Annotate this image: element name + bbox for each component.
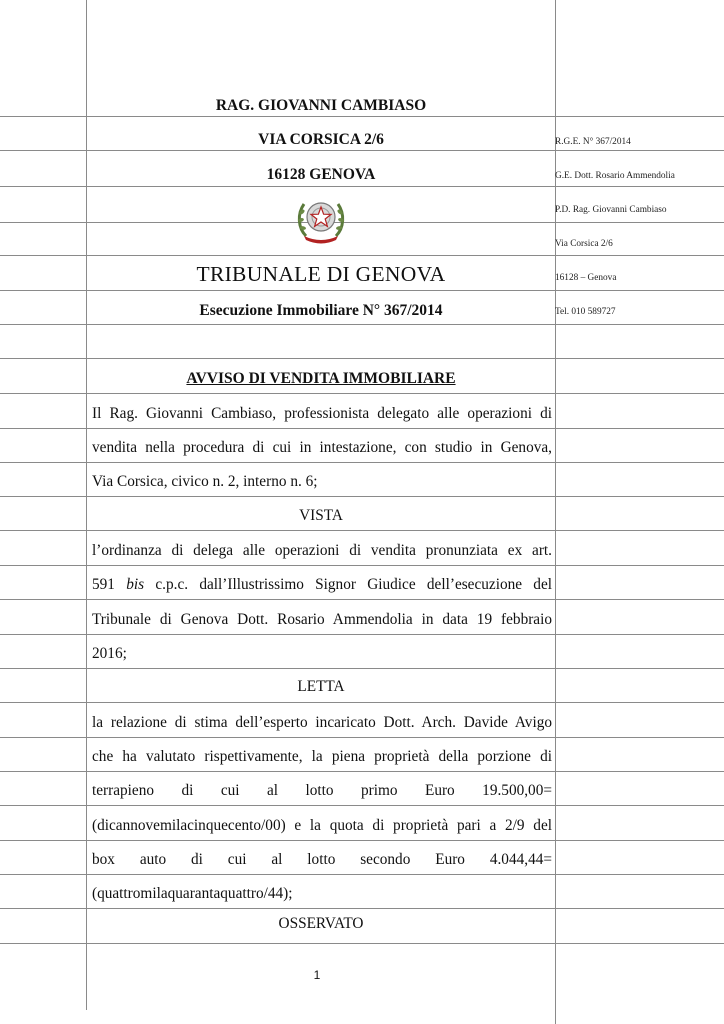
notice-title: AVVISO DI VENDITA IMMOBILIARE [186,370,456,387]
procedure-number: Esecuzione Immobiliare N° 367/2014 [199,302,443,319]
paragraph-line: (quattromilaquarantaquattro/44); [92,885,293,902]
paragraph-line: Tribunale di Genova Dott. Rosario Ammendolia in data 19 febbraio [92,611,552,628]
court-title: TRIBUNALE DI GENOVA [196,262,446,286]
rule-line [0,393,724,394]
rule-line [0,428,724,429]
paragraph-line: vendita nella procedura di cui in intestazione, con studio in Genova, [92,439,552,456]
paragraph-line: che ha valutato rispettivamente, la piena proprietà della porzione di [92,748,552,765]
article-number: 591 [92,576,115,593]
paragraph-line: (dicannovemilacinquecento/00) e la quota di proprietà pari a 2/9 del [92,817,552,834]
rule-line [0,222,724,223]
rule-line [0,874,724,875]
article-suffix: bis [126,576,145,593]
paragraph-line: terrapieno di cui al lotto primo Euro 19.500,00= [92,782,552,799]
rule-line [0,771,724,772]
page-number: 1 [313,968,321,982]
rule-line [0,530,724,531]
rule-line [0,186,724,187]
rule-line [0,599,724,600]
professional-address: VIA CORSICA 2/6 [258,131,384,148]
heading-osservato: OSSERVATO [278,915,364,932]
paragraph-line: box auto di cui al lotto secondo Euro 4.044,44= [92,851,552,868]
rule-line [0,116,724,117]
rule-line [0,290,724,291]
rule-line [0,324,724,325]
rule-line [0,668,724,669]
rule-line [0,702,724,703]
left-margin-line [86,0,87,1010]
paragraph-text: c.p.c. dall’Illustrissimo Signor Giudice dell’esecuzione del [155,576,552,593]
rule-line [0,805,724,806]
italian-republic-emblem-icon [294,192,348,246]
rule-line [0,634,724,635]
rule-line [0,565,724,566]
professional-city: 16128 GENOVA [266,166,376,183]
paragraph-line [92,575,552,595]
paragraph-line: l’ordinanza di delega alle operazioni di vendita pronunziata ex art. [92,542,552,559]
rule-line [0,496,724,497]
rule-line [0,737,724,738]
professional-name: RAG. GIOVANNI CAMBIASO [215,97,427,114]
sidebar-address: Via Corsica 2/6 [555,239,613,249]
sidebar-phone: Tel. 010 589727 [555,307,616,317]
rule-line [0,943,724,944]
sidebar-rge: R.G.E. N° 367/2014 [555,137,631,147]
heading-letta: LETTA [297,678,345,695]
paragraph-line: la relazione di stima dell’esperto incaricato Dott. Arch. Davide Avigo [92,714,552,731]
rule-line [0,462,724,463]
rule-line [0,358,724,359]
paragraph-line: Via Corsica, civico n. 2, interno n. 6; [92,473,318,490]
sidebar-delegate: P.D. Rag. Giovanni Cambiaso [555,205,667,215]
rule-line [0,840,724,841]
rule-line [0,150,724,151]
rule-line [0,255,724,256]
paragraph-line: Il Rag. Giovanni Cambiaso, professionista delegato alle operazioni di [92,405,552,422]
paragraph-line: 2016; [92,645,127,662]
heading-vista: VISTA [299,507,343,524]
rule-line [0,908,724,909]
sidebar-city: 16128 – Genova [555,273,617,283]
sidebar-judge: G.E. Dott. Rosario Ammendolia [555,171,675,181]
